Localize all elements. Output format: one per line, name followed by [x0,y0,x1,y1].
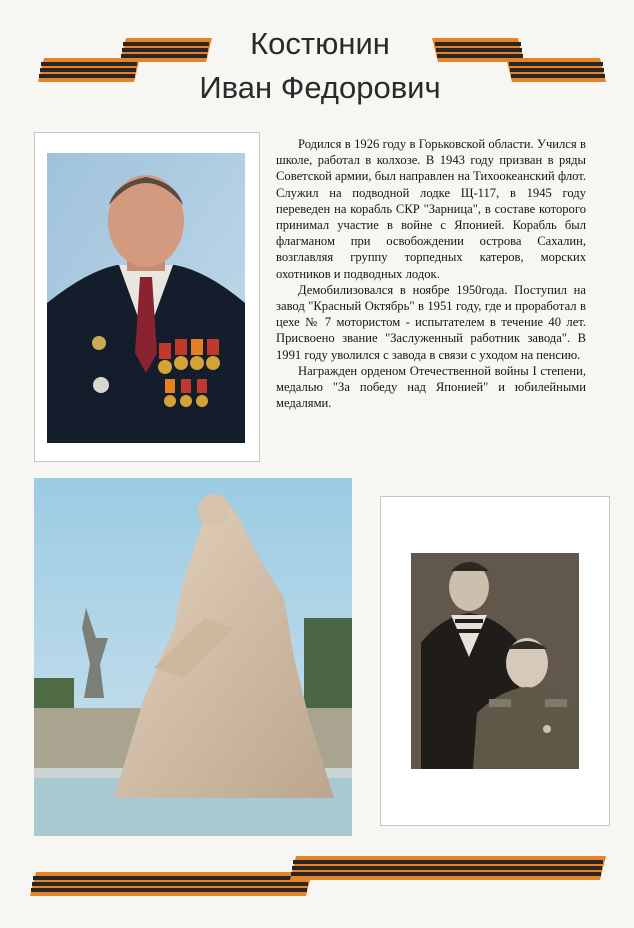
wartime-photo-frame [380,496,610,826]
ribbon-decoration-bottom-right [290,856,606,880]
ribbon-decoration-bottom-left [30,872,312,896]
person-surname: Костюнин [250,26,390,61]
memorial-monument-photo [34,478,352,836]
biography-paragraph: Родился в 1926 году в Горьковской области. Учился в школе, работал в колхозе. В 1943 году призван в ряды Советской армии, был направлен на Тихоокеанский флот. Служил на подводной лодке Щ-117, в 1945 году переведен на корабль СКР "Зарница", в составе которого принимал участие в войне с Японией. Корабль был флагманом при освобождении острова Сахалин, возглавляя группу торпедных катеров, морских охотников и подводных лодок. [276,137,586,281]
ribbon-decoration-top-right-lower [506,58,606,82]
biography-paragraph: Награжден орденом Отечественной войны I степени, медалью "За победу над Японией" и юбилейными медалями. [276,363,586,411]
ribbon-decoration-top-left-lower [38,58,140,82]
wartime-photo [411,553,579,769]
person-given-names: Иван Федорович [199,70,441,105]
biography-text [276,136,586,411]
biography-paragraph: Демобилизовался в ноябре 1950года. Поступил на завод "Красный Октябрь" в 1951 году, где и проработал в цехе № 7 мотористом - испытателем в течение 40 лет. Присвоено звание "Заслуженный работник завода". В 1991 году уволился с завода в связи с уходом на пенсию. [276,282,586,362]
portrait-frame [34,132,260,462]
portrait-photo [47,153,245,443]
